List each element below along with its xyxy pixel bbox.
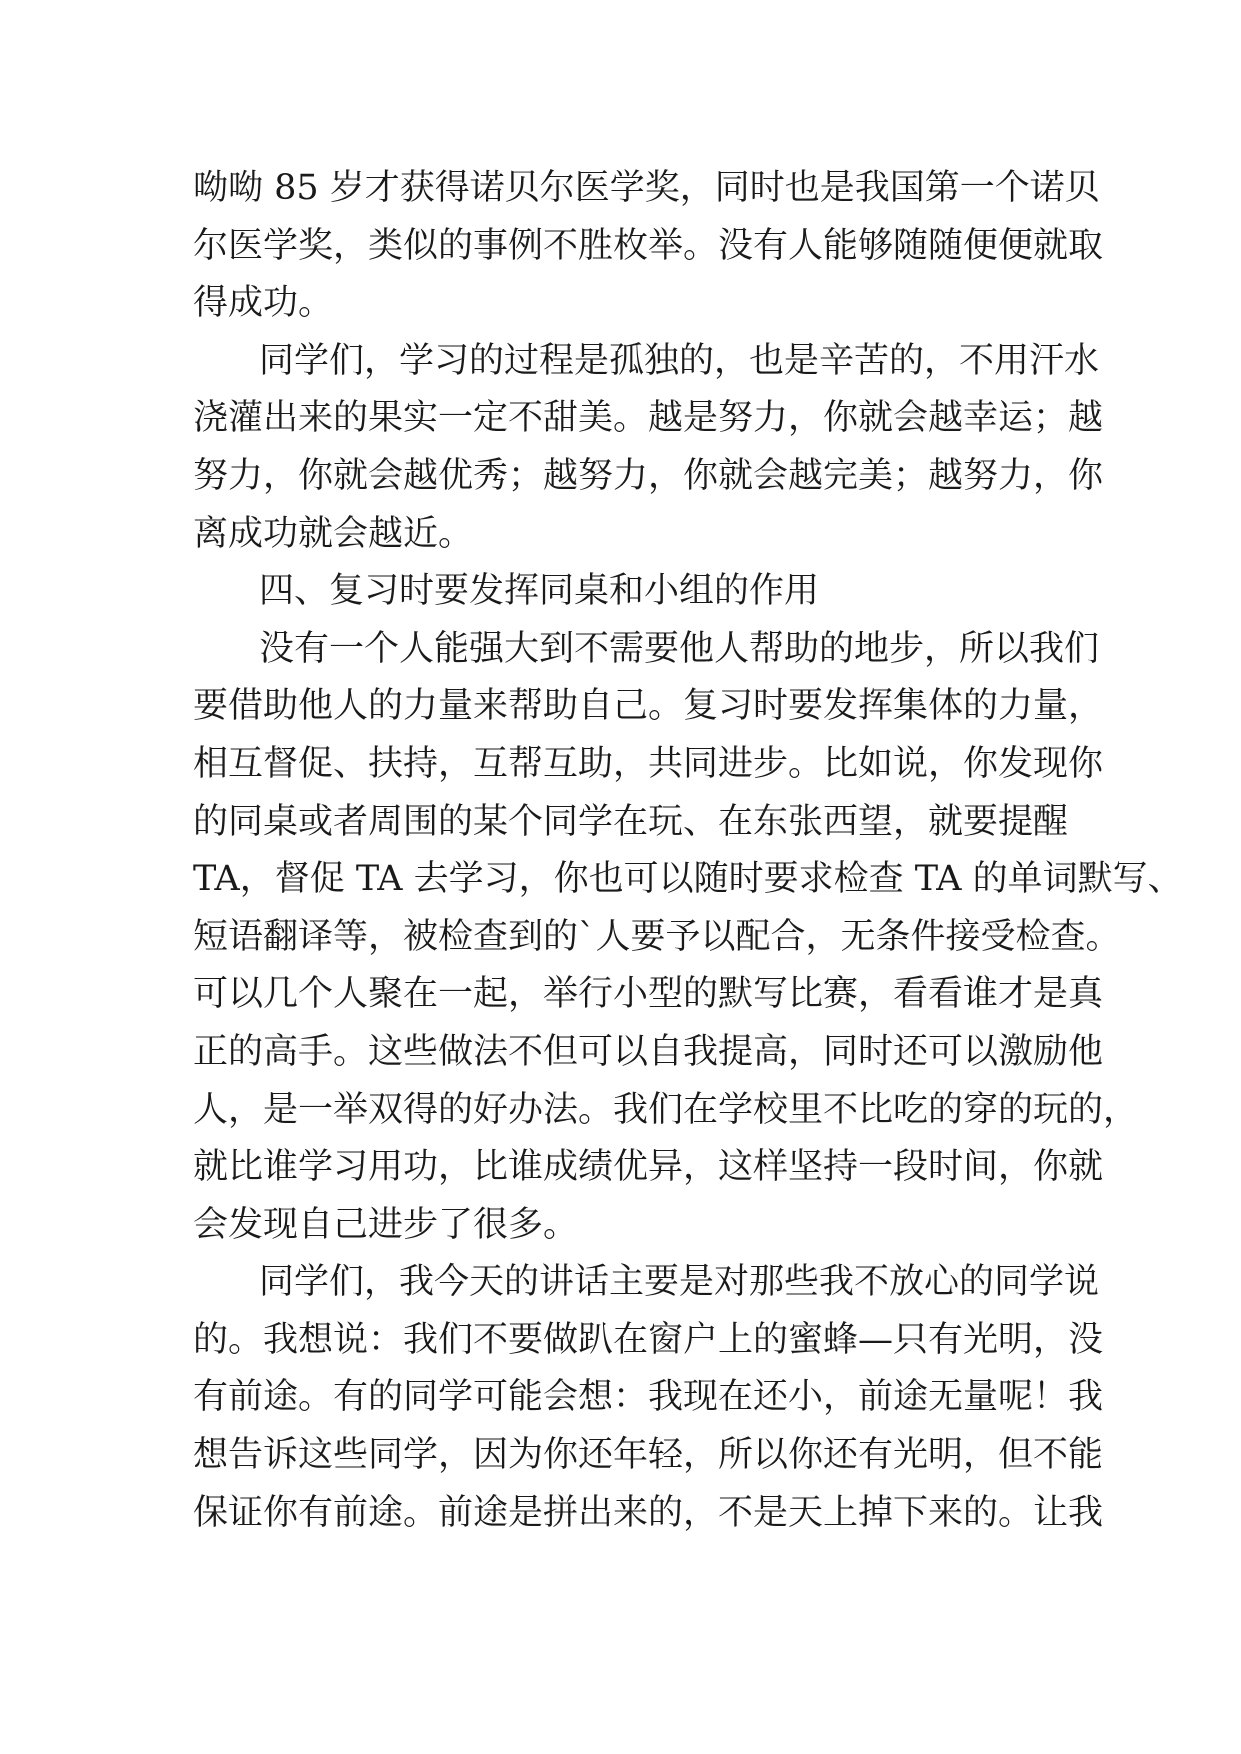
text-line: 得成功。 bbox=[193, 283, 334, 324]
text-line: 浇灌出来的果实一定不甜美。越是努力，你就会越幸运；越 bbox=[193, 398, 1104, 439]
text-line: 同学们，学习的过程是孤独的，也是辛苦的，不用汗水 bbox=[259, 340, 1100, 381]
text-line: 的。我想说：我们不要做趴在窗户上的蜜蜂—只有光明，没 bbox=[193, 1319, 1104, 1360]
text-line: 要借助他人的力量来帮助自己。复习时要发挥集体的力量， bbox=[193, 686, 1104, 727]
text-line: TA，督促 TA 去学习，你也可以随时要求检查 TA 的单词默写、 bbox=[193, 859, 1183, 900]
text-line: 短语翻译等，被检查到的`人要予以配合，无条件接受检查。 bbox=[193, 916, 1121, 957]
text-line: 就比谁学习用功，比谁成绩优异，这样坚持一段时间，你就 bbox=[193, 1147, 1104, 1188]
text-line: 尔医学奖，类似的事例不胜枚举。没有人能够随随便便就取 bbox=[193, 225, 1104, 266]
text-line: 保证你有前途。前途是拼出来的，不是天上掉下来的。让我 bbox=[193, 1492, 1104, 1533]
text-line: 没有一个人能强大到不需要他人帮助的地步，所以我们 bbox=[259, 628, 1100, 669]
text-line: 的同桌或者周围的某个同学在玩、在东张西望，就要提醒 bbox=[193, 801, 1069, 842]
text-line: 想告诉这些同学，因为你还年轻，所以你还有光明，但不能 bbox=[193, 1435, 1104, 1476]
text-line: 同学们，我今天的讲话主要是对那些我不放心的同学说 bbox=[259, 1262, 1100, 1303]
text-line: 有前途。有的同学可能会想：我现在还小，前途无量呢！我 bbox=[193, 1377, 1104, 1418]
body-text bbox=[193, 160, 1183, 1542]
text-line: 呦呦 85 岁才获得诺贝尔医学奖，同时也是我国第一个诺贝 bbox=[193, 168, 1100, 208]
text-line: 正的高手。这些做法不但可以自我提高，同时还可以激励他 bbox=[193, 1031, 1104, 1072]
text-line: 人，是一举双得的好办法。我们在学校里不比吃的穿的玩的， bbox=[193, 1089, 1139, 1130]
text-line: 可以几个人聚在一起，举行小型的默写比赛，看看谁才是真 bbox=[193, 974, 1104, 1015]
section-heading: 四、复习时要发挥同桌和小组的作用 bbox=[259, 571, 820, 612]
text-line: 努力，你就会越优秀；越努力，你就会越完美；越努力，你 bbox=[193, 455, 1104, 496]
text-line: 相互督促、扶持，互帮互助，共同进步。比如说，你发现你 bbox=[193, 743, 1104, 784]
text-line: 会发现自己进步了很多。 bbox=[193, 1204, 579, 1245]
text-line: 离成功就会越近。 bbox=[193, 513, 474, 554]
